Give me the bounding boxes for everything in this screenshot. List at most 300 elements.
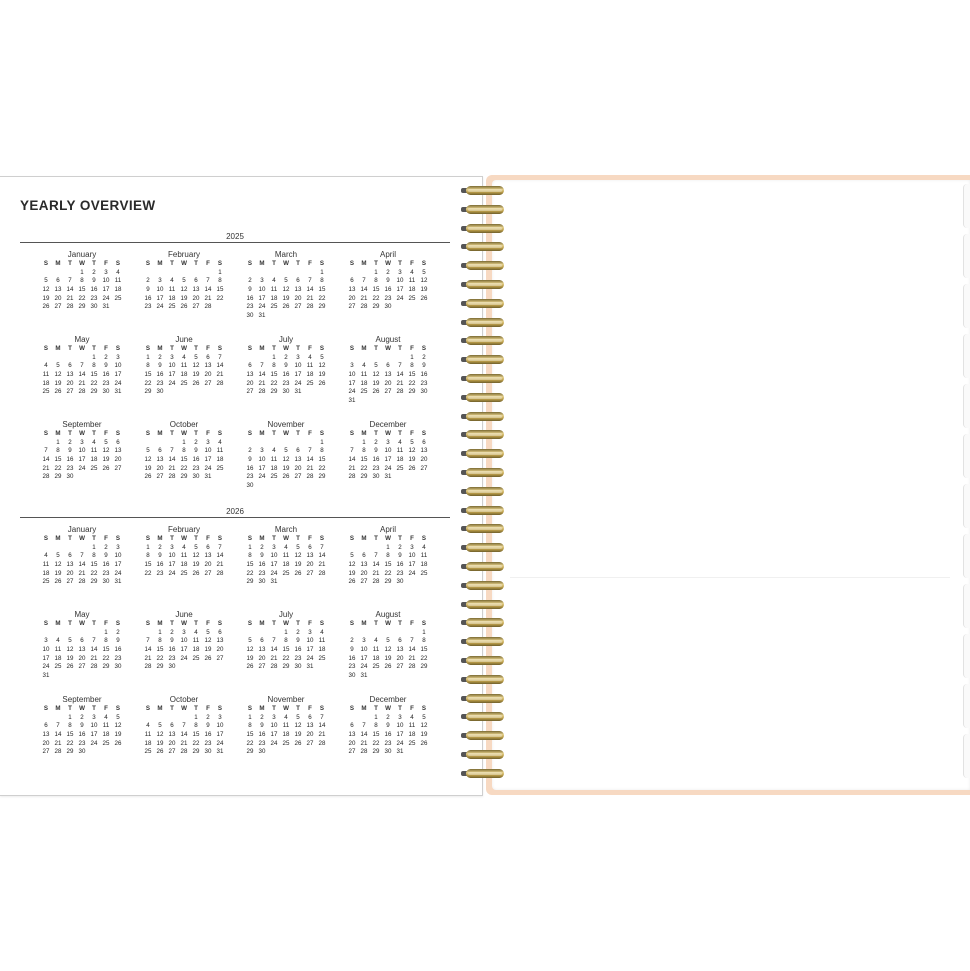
day-number: 7 xyxy=(398,362,402,370)
day-number: 4 xyxy=(422,543,426,551)
day-number: 24 xyxy=(102,294,110,302)
day-number: 26 xyxy=(372,388,380,396)
day-number: 23 xyxy=(396,569,404,577)
day-number: 22 xyxy=(270,379,278,387)
month-tab[interactable] xyxy=(963,584,970,628)
weekday-header: M xyxy=(55,260,61,267)
weekday-header: T xyxy=(68,260,72,267)
weekday-header: S xyxy=(247,260,253,267)
month-calendar xyxy=(346,610,430,681)
day-number: 14 xyxy=(306,286,314,294)
day-number: 13 xyxy=(348,731,356,739)
day-number: 30 xyxy=(246,312,254,320)
day-number: 22 xyxy=(408,379,416,387)
weekday-header: M xyxy=(157,260,163,267)
day-number: 6 xyxy=(308,713,312,721)
day-number: 8 xyxy=(56,447,60,455)
day-number: 4 xyxy=(374,637,378,645)
day-number: 26 xyxy=(192,569,200,577)
day-number: 28 xyxy=(372,578,380,586)
day-number: 6 xyxy=(260,637,264,645)
day-number: 19 xyxy=(114,731,122,739)
month-calendar xyxy=(40,420,124,482)
day-number: 1 xyxy=(92,543,96,551)
day-number: 23 xyxy=(246,473,254,481)
day-number: 14 xyxy=(360,286,368,294)
day-number: 22 xyxy=(66,739,74,747)
day-number: 8 xyxy=(92,362,96,370)
day-number: 11 xyxy=(270,286,278,294)
day-number: 16 xyxy=(348,654,356,662)
day-number: 21 xyxy=(204,294,212,302)
day-number: 10 xyxy=(114,362,122,370)
day-number: 23 xyxy=(258,569,266,577)
day-number: 26 xyxy=(156,748,164,756)
weekday-header: T xyxy=(398,345,402,352)
day-number: 20 xyxy=(294,464,302,472)
month-calendar xyxy=(40,610,124,681)
day-number: 23 xyxy=(144,303,152,311)
day-number: 21 xyxy=(396,379,404,387)
year-label: 2025 xyxy=(226,232,244,241)
day-number: 19 xyxy=(372,379,380,387)
weekday-header: T xyxy=(296,535,300,542)
day-number: 15 xyxy=(372,731,380,739)
month-name: April xyxy=(379,525,396,534)
day-number: 13 xyxy=(294,456,302,464)
day-number: 6 xyxy=(170,722,174,730)
day-number: 19 xyxy=(246,654,254,662)
day-number: 11 xyxy=(180,362,188,370)
day-number: 6 xyxy=(422,438,426,446)
weekday-header: S xyxy=(319,430,325,437)
day-number: 14 xyxy=(144,646,152,654)
day-number: 3 xyxy=(386,438,390,446)
weekday-header: S xyxy=(349,620,355,627)
day-number: 12 xyxy=(294,552,302,560)
day-number: 16 xyxy=(258,561,266,569)
month-calendar xyxy=(40,525,124,587)
blank-day xyxy=(358,269,370,278)
day-number: 15 xyxy=(54,456,62,464)
day-number: 3 xyxy=(272,543,276,551)
day-number: 10 xyxy=(258,286,266,294)
day-number: 9 xyxy=(398,552,402,560)
weekday-header: F xyxy=(104,345,108,352)
day-number: 17 xyxy=(180,646,188,654)
weekday-header: T xyxy=(92,430,96,437)
day-number: 1 xyxy=(248,713,252,721)
day-number: 22 xyxy=(318,464,326,472)
day-number: 2 xyxy=(116,628,120,636)
month-calendar xyxy=(244,525,328,587)
day-number: 11 xyxy=(408,722,416,730)
spiral-ring xyxy=(458,392,506,403)
day-number: 6 xyxy=(386,362,390,370)
day-number: 9 xyxy=(170,637,174,645)
spiral-ring xyxy=(458,505,506,516)
day-number: 16 xyxy=(144,294,152,302)
blank-day xyxy=(346,544,358,553)
day-number: 2 xyxy=(260,713,264,721)
month-tab[interactable] xyxy=(963,284,970,328)
day-number: 22 xyxy=(144,569,152,577)
day-number: 30 xyxy=(396,578,404,586)
weekday-header: T xyxy=(272,535,276,542)
day-number: 9 xyxy=(104,362,108,370)
weekday-header: W xyxy=(181,620,187,627)
day-number: 13 xyxy=(306,552,314,560)
day-number: 25 xyxy=(180,379,188,387)
day-number: 9 xyxy=(80,722,84,730)
day-number: 12 xyxy=(420,722,428,730)
blank-day xyxy=(154,714,166,723)
month-name: November xyxy=(267,420,305,429)
blank-day xyxy=(268,439,280,448)
day-grid xyxy=(40,345,124,397)
day-number: 29 xyxy=(360,473,368,481)
spiral-ring xyxy=(458,674,506,685)
day-number: 10 xyxy=(168,362,176,370)
day-number: 16 xyxy=(168,646,176,654)
weekday-header: T xyxy=(170,260,174,267)
day-number: 16 xyxy=(396,561,404,569)
day-number: 13 xyxy=(192,286,200,294)
spiral-ring xyxy=(458,223,506,234)
weekday-header: W xyxy=(283,430,289,437)
blank-day xyxy=(358,629,370,638)
day-number: 19 xyxy=(102,456,110,464)
day-number: 18 xyxy=(42,379,50,387)
day-number: 27 xyxy=(348,748,356,756)
day-number: 23 xyxy=(258,739,266,747)
month-name: June xyxy=(175,335,193,344)
weekday-header: S xyxy=(43,620,49,627)
day-number: 22 xyxy=(420,654,428,662)
day-number: 27 xyxy=(306,739,314,747)
day-number: 1 xyxy=(272,353,276,361)
day-number: 24 xyxy=(114,569,122,577)
month-tab[interactable] xyxy=(963,684,970,728)
day-number: 25 xyxy=(90,464,98,472)
weekday-header: F xyxy=(410,260,414,267)
weekday-header: S xyxy=(43,430,49,437)
day-number: 15 xyxy=(360,456,368,464)
day-number: 2 xyxy=(386,713,390,721)
weekday-header: F xyxy=(206,430,210,437)
day-number: 11 xyxy=(54,646,62,654)
day-number: 26 xyxy=(294,739,302,747)
day-number: 29 xyxy=(372,748,380,756)
blank-day xyxy=(52,354,64,363)
day-number: 19 xyxy=(192,371,200,379)
month-tab[interactable] xyxy=(963,384,970,428)
day-number: 16 xyxy=(246,464,254,472)
month-name: December xyxy=(369,695,407,704)
weekday-header: T xyxy=(374,260,378,267)
day-number: 17 xyxy=(384,456,392,464)
day-number: 25 xyxy=(144,748,152,756)
day-grid xyxy=(346,345,430,406)
month-tab[interactable] xyxy=(963,534,970,578)
day-number: 12 xyxy=(42,286,50,294)
weekday-header: M xyxy=(361,345,367,352)
day-number: 3 xyxy=(182,628,186,636)
weekday-header: W xyxy=(385,260,391,267)
day-number: 30 xyxy=(372,473,380,481)
day-grid xyxy=(244,430,328,491)
month-calendar xyxy=(244,420,328,491)
day-number: 12 xyxy=(420,277,428,285)
day-number: 9 xyxy=(350,646,354,654)
day-number: 14 xyxy=(54,731,62,739)
day-number: 9 xyxy=(68,447,72,455)
day-number: 16 xyxy=(282,371,290,379)
day-number: 27 xyxy=(42,748,50,756)
day-number: 12 xyxy=(318,362,326,370)
weekday-header: W xyxy=(79,535,85,542)
day-number: 28 xyxy=(204,303,212,311)
day-number: 18 xyxy=(282,731,290,739)
weekday-header: S xyxy=(421,430,427,437)
day-number: 25 xyxy=(168,303,176,311)
day-number: 6 xyxy=(218,628,222,636)
day-number: 31 xyxy=(114,388,122,396)
weekday-header: M xyxy=(361,535,367,542)
day-number: 11 xyxy=(114,277,122,285)
weekday-header: M xyxy=(259,430,265,437)
weekday-header: M xyxy=(55,535,61,542)
day-grid xyxy=(346,260,430,312)
day-number: 14 xyxy=(216,362,224,370)
weekday-header: F xyxy=(206,705,210,712)
day-number: 13 xyxy=(78,646,86,654)
day-number: 23 xyxy=(384,739,392,747)
day-number: 16 xyxy=(384,731,392,739)
day-number: 29 xyxy=(372,303,380,311)
day-number: 20 xyxy=(192,294,200,302)
day-number: 26 xyxy=(144,473,152,481)
weekday-header: S xyxy=(421,345,427,352)
day-number: 14 xyxy=(360,731,368,739)
day-number: 18 xyxy=(372,654,380,662)
weekday-header: T xyxy=(194,345,198,352)
day-number: 20 xyxy=(420,456,428,464)
day-number: 10 xyxy=(306,637,314,645)
day-number: 2 xyxy=(284,353,288,361)
month-calendar xyxy=(346,695,430,757)
day-number: 3 xyxy=(116,353,120,361)
month-tab[interactable] xyxy=(963,484,970,528)
day-number: 21 xyxy=(54,739,62,747)
day-number: 31 xyxy=(114,578,122,586)
day-number: 13 xyxy=(216,637,224,645)
month-tab[interactable] xyxy=(963,634,970,678)
day-number: 3 xyxy=(410,543,414,551)
day-number: 16 xyxy=(372,456,380,464)
day-number: 11 xyxy=(102,722,110,730)
day-number: 6 xyxy=(206,543,210,551)
blank-day xyxy=(346,269,358,278)
day-number: 17 xyxy=(168,561,176,569)
day-number: 24 xyxy=(258,473,266,481)
day-number: 31 xyxy=(270,578,278,586)
day-number: 27 xyxy=(396,663,404,671)
month-name: October xyxy=(169,420,199,429)
day-number: 12 xyxy=(348,561,356,569)
blank-day xyxy=(40,629,52,638)
blank-day xyxy=(358,544,370,553)
weekday-header: M xyxy=(157,345,163,352)
day-number: 26 xyxy=(408,464,416,472)
blank-day xyxy=(370,629,382,638)
day-number: 25 xyxy=(42,578,50,586)
day-number: 19 xyxy=(54,569,62,577)
blank-day xyxy=(382,354,394,363)
day-number: 11 xyxy=(270,456,278,464)
weekday-header: T xyxy=(374,430,378,437)
weekday-header: T xyxy=(170,430,174,437)
month-tab[interactable] xyxy=(963,334,970,378)
day-number: 20 xyxy=(246,379,254,387)
day-number: 6 xyxy=(296,447,300,455)
day-number: 27 xyxy=(348,303,356,311)
day-number: 17 xyxy=(114,561,122,569)
day-number: 28 xyxy=(360,748,368,756)
day-number: 7 xyxy=(272,637,276,645)
weekday-header: T xyxy=(194,705,198,712)
blank-day xyxy=(40,714,52,723)
day-number: 9 xyxy=(260,722,264,730)
day-number: 1 xyxy=(422,628,426,636)
day-number: 28 xyxy=(306,303,314,311)
weekday-header: M xyxy=(157,620,163,627)
day-number: 22 xyxy=(282,654,290,662)
day-number: 29 xyxy=(282,663,290,671)
day-number: 6 xyxy=(308,543,312,551)
spiral-ring xyxy=(458,711,506,722)
day-number: 29 xyxy=(66,748,74,756)
day-grid xyxy=(142,345,226,397)
month-tab[interactable] xyxy=(963,234,970,278)
day-number: 2 xyxy=(248,447,252,455)
day-number: 31 xyxy=(306,663,314,671)
weekday-header: T xyxy=(170,535,174,542)
month-tab[interactable] xyxy=(963,734,970,778)
day-number: 10 xyxy=(204,447,212,455)
day-number: 19 xyxy=(42,294,50,302)
day-number: 17 xyxy=(348,379,356,387)
day-number: 18 xyxy=(216,456,224,464)
day-number: 27 xyxy=(204,569,212,577)
day-number: 31 xyxy=(42,672,50,680)
day-number: 17 xyxy=(90,731,98,739)
weekday-header: S xyxy=(349,430,355,437)
day-number: 16 xyxy=(258,731,266,739)
day-number: 12 xyxy=(66,646,74,654)
weekday-header: S xyxy=(145,705,151,712)
weekday-header: T xyxy=(68,705,72,712)
month-calendar xyxy=(244,610,328,672)
day-number: 25 xyxy=(102,739,110,747)
day-number: 6 xyxy=(206,353,210,361)
day-number: 30 xyxy=(156,388,164,396)
day-number: 18 xyxy=(192,646,200,654)
day-number: 5 xyxy=(116,713,120,721)
day-grid xyxy=(40,430,124,482)
weekday-header: F xyxy=(308,705,312,712)
weekday-header: F xyxy=(206,535,210,542)
day-number: 5 xyxy=(194,543,198,551)
day-number: 25 xyxy=(270,473,278,481)
day-number: 1 xyxy=(374,713,378,721)
day-number: 25 xyxy=(192,654,200,662)
month-name: August xyxy=(375,610,401,619)
weekday-header: W xyxy=(181,345,187,352)
blank-day xyxy=(370,544,382,553)
day-number: 25 xyxy=(420,569,428,577)
day-number: 27 xyxy=(192,303,200,311)
month-tab[interactable] xyxy=(963,184,970,228)
day-number: 21 xyxy=(216,371,224,379)
weekday-header: S xyxy=(217,535,223,542)
day-number: 26 xyxy=(54,578,62,586)
weekday-header: W xyxy=(79,430,85,437)
day-number: 9 xyxy=(158,552,162,560)
month-tab[interactable] xyxy=(963,434,970,478)
day-number: 9 xyxy=(248,286,252,294)
day-number: 1 xyxy=(284,628,288,636)
day-number: 5 xyxy=(374,362,378,370)
day-number: 22 xyxy=(246,569,254,577)
day-number: 18 xyxy=(54,654,62,662)
day-number: 24 xyxy=(156,303,164,311)
day-number: 26 xyxy=(114,739,122,747)
day-number: 26 xyxy=(246,663,254,671)
day-number: 10 xyxy=(216,722,224,730)
day-number: 7 xyxy=(182,722,186,730)
day-number: 17 xyxy=(306,646,314,654)
day-number: 11 xyxy=(396,447,404,455)
day-number: 16 xyxy=(156,371,164,379)
day-number: 25 xyxy=(306,379,314,387)
day-number: 17 xyxy=(216,731,224,739)
year-divider xyxy=(20,517,450,518)
spiral-ring xyxy=(458,204,506,215)
weekday-header: S xyxy=(115,535,121,542)
day-number: 17 xyxy=(204,456,212,464)
spiral-ring xyxy=(458,693,506,704)
day-number: 28 xyxy=(216,379,224,387)
day-grid xyxy=(142,535,226,578)
day-number: 20 xyxy=(114,456,122,464)
day-number: 3 xyxy=(308,628,312,636)
weekday-header: F xyxy=(104,430,108,437)
month-calendar xyxy=(142,335,226,397)
day-number: 30 xyxy=(246,482,254,490)
day-number: 17 xyxy=(258,464,266,472)
month-name: December xyxy=(369,420,407,429)
day-number: 29 xyxy=(246,578,254,586)
weekday-header: S xyxy=(247,620,253,627)
day-number: 25 xyxy=(114,294,122,302)
day-number: 14 xyxy=(180,731,188,739)
day-grid xyxy=(40,260,124,312)
day-number: 10 xyxy=(90,722,98,730)
day-number: 3 xyxy=(272,713,276,721)
day-number: 18 xyxy=(168,294,176,302)
day-number: 8 xyxy=(194,722,198,730)
